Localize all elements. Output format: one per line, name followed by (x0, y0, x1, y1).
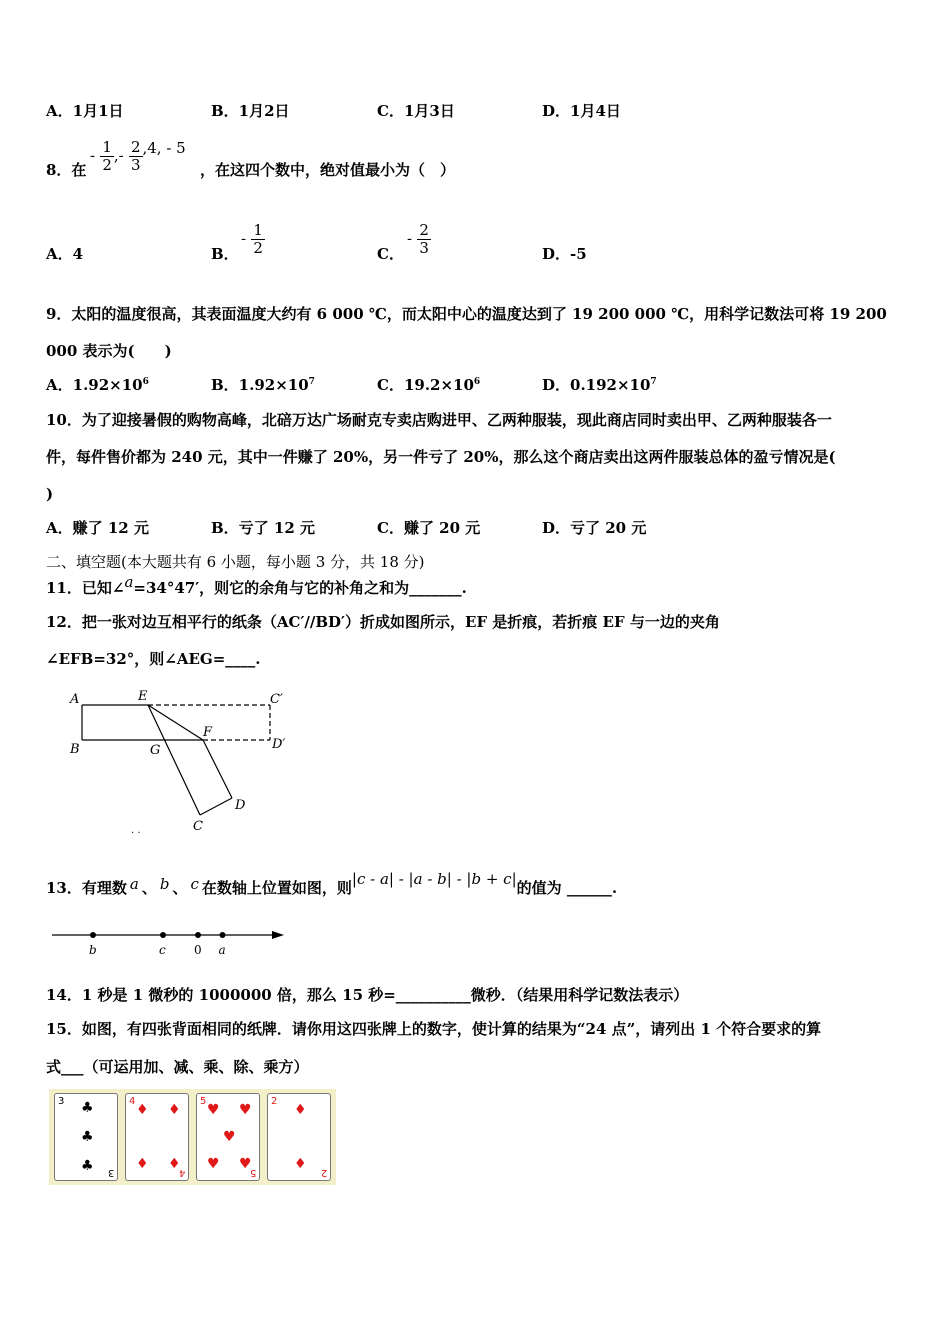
q9-option-c: C．$19.2\times 10^6$ (377, 376, 481, 394)
edge-fd (203, 740, 232, 798)
q10-option-c: C．赚了 20 元 (377, 519, 481, 537)
q8-values (90, 139, 186, 174)
q9-option-b: B．$1.92\times 10^7$ (211, 376, 315, 394)
q7-option-c: C．1月3日 (377, 102, 455, 120)
q8-tail: ,4, - 5 (142, 138, 186, 157)
card-3 (54, 1093, 118, 1181)
point-0 (195, 932, 201, 938)
label-c: C (193, 819, 203, 834)
q8-option-c-value: - $\frac{2}{3}$ (407, 221, 429, 257)
q14-text: 14．1 秒是 1 微秒的 1000000 倍，那么 15 秒=__________微秒．（结果用科学记数法表示） (46, 986, 689, 1004)
q10-line3: ) (46, 485, 54, 503)
q9-line1: 9．太阳的温度很高，其表面温度大约有 6 000 ℃，而太阳中心的温度达到了 19 200 000 ℃，用科学记数法可将 19 200 (46, 305, 887, 323)
point-c (160, 932, 166, 938)
card-rank-top: 5 (200, 1096, 207, 1107)
card-rank-top: 2 (271, 1096, 278, 1107)
q8-sep: , (113, 146, 119, 165)
q8-option-a: A．4 (46, 245, 84, 263)
q9-option-d: D．$0.192\times 10^7$ (542, 376, 657, 394)
card-5 (196, 1093, 260, 1181)
q8-option-d: D．-5 (542, 245, 587, 263)
q11-text: 11．已知∠a=34°47′，则它的余角与它的补角之和为_______. (46, 573, 467, 597)
card-2 (267, 1093, 331, 1181)
q12-line1: 12．把一张对边互相平行的纸条（AC′//BD′）折成如图所示，EF 是折痕，若折痕 EF 与一边的夹角 (46, 613, 720, 631)
label-d-prime: D′ (272, 737, 286, 752)
card-suit-icon: ♣ (81, 1158, 94, 1174)
card-suit-icon: ♣ (81, 1100, 94, 1116)
section-title: 二、填空题(本大题共有 6 小题，每小题 3 分，共 18 分) (46, 553, 425, 571)
card-rank-bottom: 4 (178, 1167, 185, 1178)
q8-option-b-value: - $\frac{1}{2}$ (241, 221, 263, 257)
q8-option-c-label: C． (377, 245, 404, 263)
q7-option-b: B．1月2日 (211, 102, 290, 120)
q10-option-d: D．亏了 20 元 (542, 519, 647, 537)
card-rank-bottom: 3 (107, 1167, 114, 1178)
label-f: F (203, 725, 213, 740)
q7-option-d: D．1月4日 (542, 102, 621, 120)
figure-dots: . . (131, 825, 141, 835)
card-rank-top: 3 (58, 1096, 65, 1107)
card-suit-icon: ♦ (136, 1156, 149, 1172)
card-suit-icon: ♦ (168, 1102, 181, 1118)
card-suit-icon: ♦ (136, 1102, 149, 1118)
q13-text: 13．有理数 a 、 b 、 c 在数轴上位置如图，则|c - a| - |a - b| - |b + c|的值为 ______. (46, 870, 618, 897)
label-d: D (235, 798, 246, 813)
card-suit-icon: ♥ (207, 1102, 220, 1118)
edge-cd (200, 798, 232, 815)
card-suit-icon: ♦ (294, 1102, 307, 1118)
q12-line2: ∠EFB=32°，则∠AEG=____. (46, 650, 261, 668)
q8-number: 8．在 (46, 161, 87, 179)
card-suit-icon: ♥ (223, 1129, 236, 1145)
label-g: G (150, 743, 161, 758)
q9-line2: 000 表示为( ) (46, 342, 172, 360)
card-rank-top: 4 (129, 1096, 136, 1107)
q8-neg1: - (90, 146, 96, 165)
card-suit-icon: ♥ (239, 1156, 252, 1172)
q10-line1: 10．为了迎接暑假的购物高峰，北碚万达广场耐克专卖店购进甲、乙两种服装，现此商店同时卖出甲、乙两种服装各一 (46, 411, 832, 429)
point-label-b: b (89, 943, 97, 957)
point-label-c: c (159, 943, 166, 957)
q8-neg2: - (118, 146, 124, 165)
q7-option-a: A．1月1日 (46, 102, 124, 120)
card-suit-icon: ♥ (239, 1102, 252, 1118)
q8-frac1: $\frac{1}{2}$ (102, 138, 112, 174)
card-suit-icon: ♦ (168, 1156, 181, 1172)
q8-option-b-label: B． (211, 245, 239, 263)
label-a: A (70, 692, 80, 707)
point-a (220, 932, 226, 938)
q15-line1: 15．如图，有四张背面相同的纸牌．请你用这四张牌上的数字，使计算的结果为“24 点”，请列出 1 个符合要求的算 (46, 1020, 822, 1038)
axis-arrow (272, 931, 284, 939)
alpha-symbol: a (124, 573, 134, 591)
card-suit-icon: ♣ (81, 1129, 94, 1145)
label-b: B (70, 742, 80, 757)
card-4 (125, 1093, 189, 1181)
q13-expression: |c - a| - |a - b| - |b + c| (351, 870, 517, 888)
point-label-0: 0 (194, 943, 202, 957)
point-label-a: a (218, 943, 226, 957)
q10-option-b: B．亏了 12 元 (211, 519, 315, 537)
point-b (90, 932, 96, 938)
card-suit-icon: ♦ (294, 1156, 307, 1172)
card-suit-icon: ♥ (207, 1156, 220, 1172)
q10-line2: 件，每件售价都为 240 元，其中一件赚了 20%，另一件亏了 20%，那么这个商店卖出这两件服装总体的盈亏情况是( (46, 448, 836, 466)
q13-number-line (48, 922, 293, 962)
card-rank-bottom: 2 (320, 1167, 327, 1178)
q9-option-a: A．$1.92\times 10^6$ (46, 376, 149, 394)
q10-option-a: A．赚了 12 元 (46, 519, 149, 537)
q15-line2: 式___（可运用加、减、乘、除、乘方） (46, 1058, 309, 1076)
card-rank-bottom: 5 (249, 1167, 256, 1178)
q12-folded-strip-figure (60, 685, 300, 835)
q8-frac2: $\frac{2}{3}$ (130, 138, 141, 174)
q8-stem: ，在这四个数中，绝对值最小为（ ） (200, 161, 456, 179)
label-c-prime: C′ (270, 692, 283, 707)
label-e: E (138, 689, 148, 704)
